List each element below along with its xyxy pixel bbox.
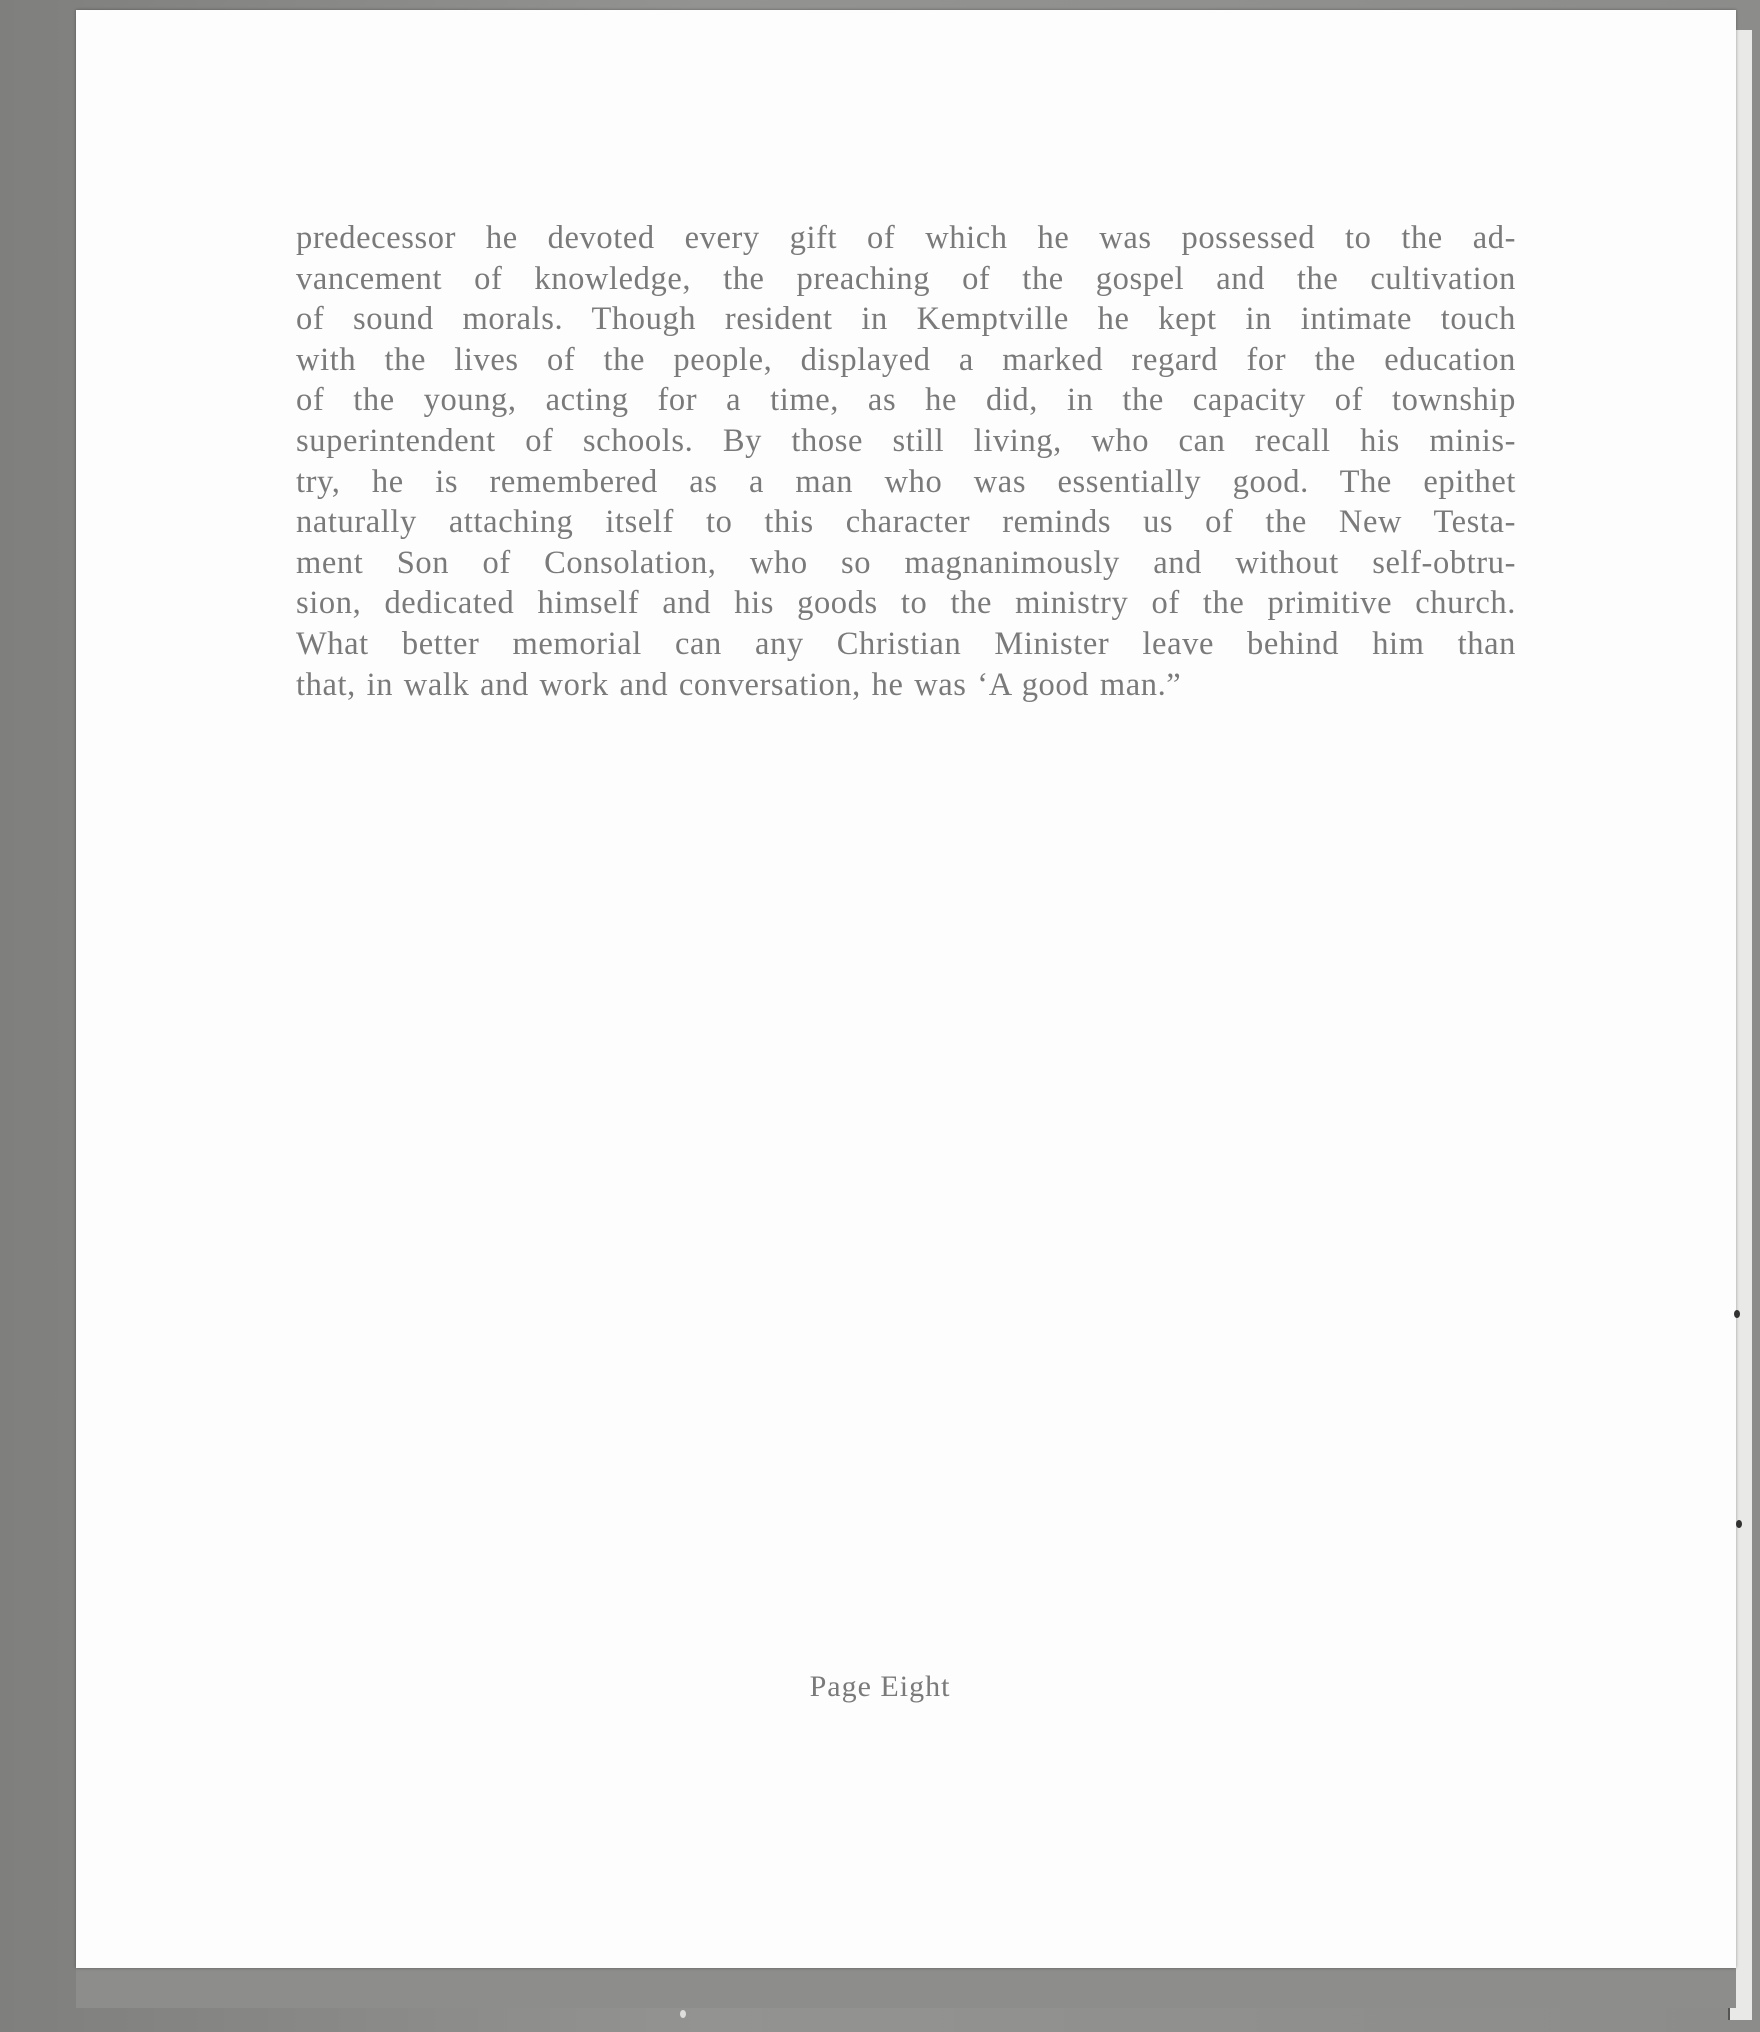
paragraph-line: naturally attaching itself to this character reminds us of the New Testa- bbox=[296, 504, 1516, 541]
paragraph-line: vancement of knowledge, the preaching of the gospel and the cultivation bbox=[296, 260, 1516, 297]
paragraph-line: predecessor he devoted every gift of which he was possessed to the ad- bbox=[296, 220, 1516, 256]
page-number-label: Page Eight bbox=[809, 1670, 951, 1703]
binding-speck bbox=[1736, 1520, 1742, 1528]
binding-speck bbox=[680, 2010, 686, 2018]
paragraph-line: superintendent of schools. By those still living, who can recall his minis- bbox=[296, 422, 1516, 459]
body-paragraph bbox=[296, 218, 1516, 705]
paragraph-line: that, in walk and work and conversation, he was ‘A good man.” bbox=[296, 666, 1182, 703]
paragraph-line: of sound morals. Though resident in Kemptville he kept in intimate touch bbox=[296, 301, 1516, 338]
paragraph-line: ment Son of Consolation, who so magnanimously and without self-obtru- bbox=[296, 544, 1516, 581]
paragraph-line: What better memorial can any Christian Minister leave behind him than bbox=[296, 625, 1516, 662]
paragraph-line: try, he is remembered as a man who was essentially good. The epithet bbox=[296, 463, 1516, 500]
paragraph-line: sion, dedicated himself and his goods to the ministry of the primitive church. bbox=[296, 585, 1516, 622]
page-bottom-shadow bbox=[76, 1968, 1736, 2008]
binding-speck bbox=[1734, 1310, 1740, 1318]
paragraph-line: of the young, acting for a time, as he did, in the capacity of township bbox=[296, 382, 1516, 419]
paragraph-line: with the lives of the people, displayed a marked regard for the education bbox=[296, 341, 1516, 378]
